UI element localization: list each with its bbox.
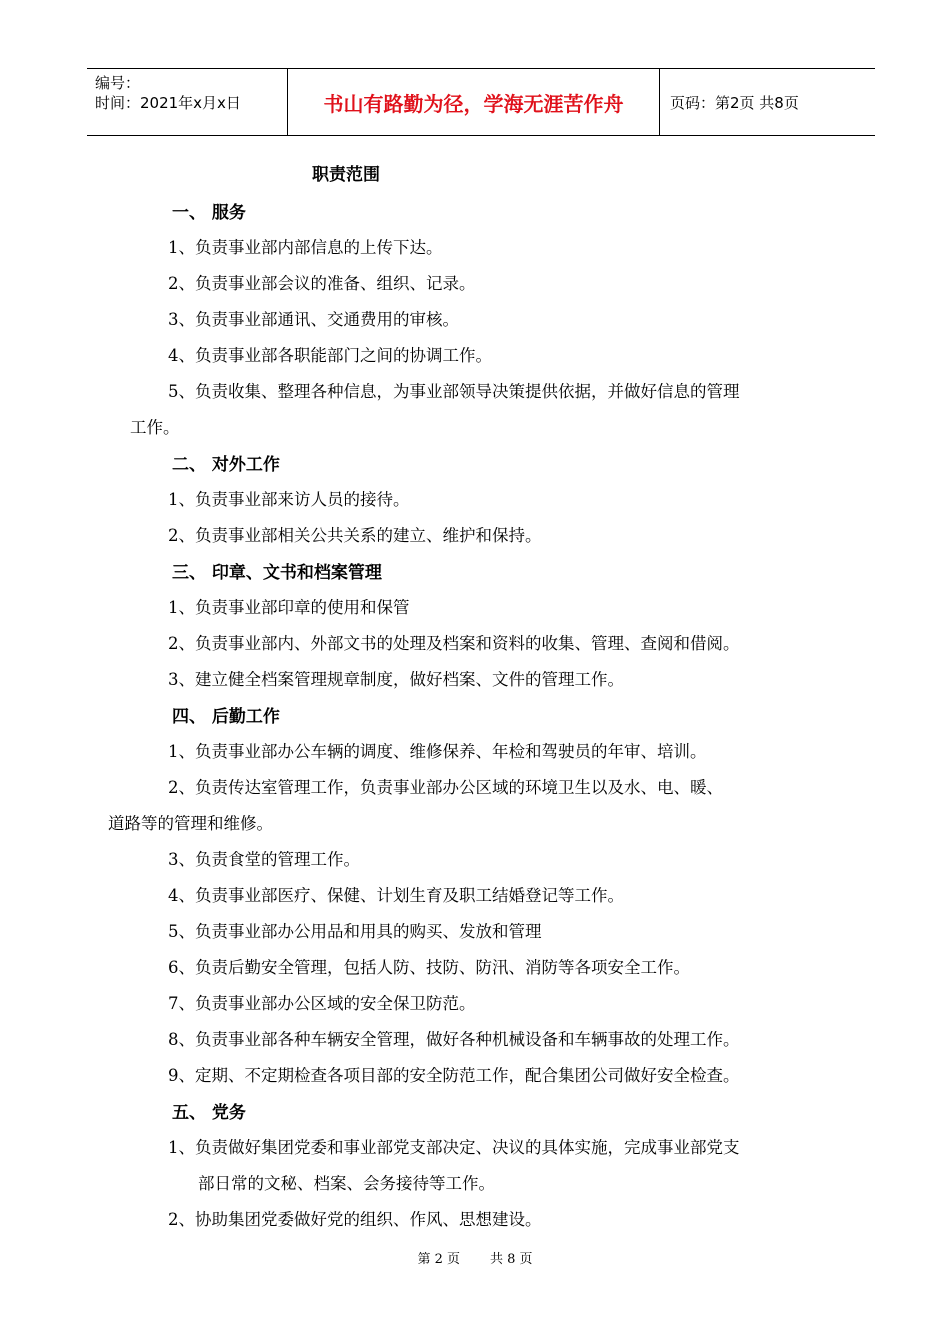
- list-item: 1、负责事业部来访人员的接待。: [168, 490, 410, 509]
- list-item: 1、负责事业部印章的使用和保管: [168, 598, 410, 617]
- list-item: 4、负责事业部各职能部门之间的协调工作。: [168, 346, 492, 365]
- section-heading: 一、 服务: [172, 203, 246, 223]
- header-meta: [87, 69, 287, 135]
- list-item: 8、负责事业部各种车辆安全管理，做好各种机械设备和车辆事故的处理工作。: [168, 1030, 740, 1049]
- list-item: 3、负责事业部通讯、交通费用的审核。: [168, 310, 459, 329]
- header-page-label: 页码：第2页 共8页: [670, 93, 799, 112]
- list-item: 5、负责事业部办公用品和用具的购买、发放和管理: [168, 922, 542, 941]
- footer-total: 共 8 页: [490, 1252, 533, 1267]
- list-item: 2、协助集团党委做好党的组织、作风、思想建设。: [168, 1210, 542, 1229]
- list-item-continuation: 道路等的管理和维修。: [108, 814, 273, 833]
- footer-page: 第 2 页: [417, 1252, 460, 1267]
- list-item: 3、负责食堂的管理工作。: [168, 850, 360, 869]
- list-item: 9、定期、不定期检查各项目部的安全防范工作，配合集团公司做好安全检查。: [168, 1066, 740, 1085]
- document-title: 职责范围: [312, 165, 380, 185]
- list-item: 1、负责做好集团党委和事业部党支部决定、决议的具体实施，完成事业部党支: [168, 1138, 740, 1157]
- page-header: [87, 68, 875, 136]
- section-heading: 五、 党务: [172, 1103, 246, 1123]
- list-item: 5、负责收集、整理各种信息，为事业部领导决策提供依据，并做好信息的管理: [168, 382, 740, 401]
- list-item: 1、负责事业部办公车辆的调度、维修保养、年检和驾驶员的年审、培训。: [168, 742, 707, 761]
- list-item: 3、建立健全档案管理规章制度，做好档案、文件的管理工作。: [168, 670, 624, 689]
- list-item: 2、负责事业部内、外部文书的处理及档案和资料的收集、管理、查阅和借阅。: [168, 634, 740, 653]
- number-label: 编号：: [95, 74, 141, 92]
- section-heading: 四、 后勤工作: [172, 707, 280, 727]
- list-item: 1、负责事业部内部信息的上传下达。: [168, 238, 443, 257]
- list-item: 7、负责事业部办公区域的安全保卫防范。: [168, 994, 476, 1013]
- section-heading: 二、 对外工作: [172, 455, 280, 475]
- page-footer: [0, 1248, 950, 1267]
- list-item: 4、负责事业部医疗、保健、计划生育及职工结婚登记等工作。: [168, 886, 624, 905]
- list-item: 2、负责事业部会议的准备、组织、记录。: [168, 274, 476, 293]
- list-item: 2、负责事业部相关公共关系的建立、维护和保持。: [168, 526, 542, 545]
- list-item-continuation: 工作。: [130, 418, 180, 437]
- list-item-continuation: 部日常的文秘、档案、会务接待等工作。: [198, 1174, 495, 1193]
- list-item: 6、负责后勤安全管理，包括人防、技防、防汛、消防等各项安全工作。: [168, 958, 690, 977]
- header-slogan: 书山有路勤为径，学海无涯苦作舟: [287, 69, 660, 135]
- section-heading: 三、 印章、文书和档案管理: [172, 563, 382, 583]
- time-label: 时间：2021年x月x日: [95, 94, 241, 112]
- list-item: 2、负责传达室管理工作，负责事业部办公区域的环境卫生以及水、电、暖、: [168, 778, 723, 797]
